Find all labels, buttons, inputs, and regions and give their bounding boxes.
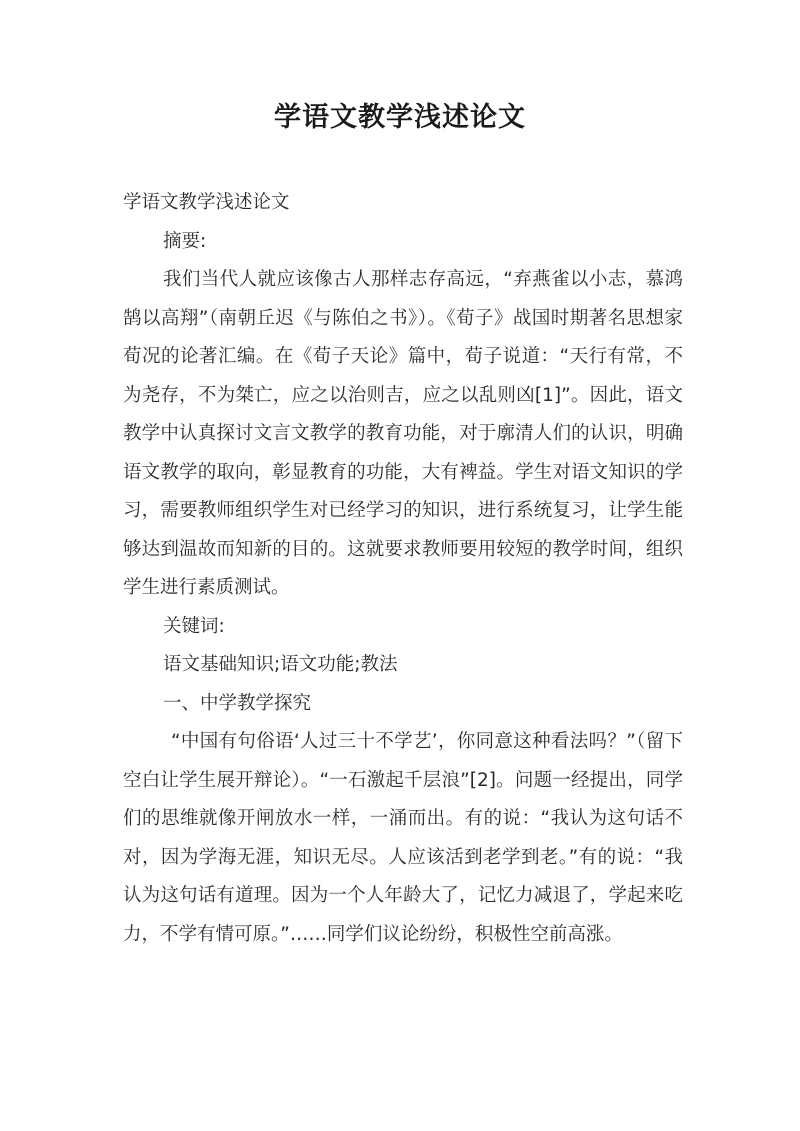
document-body bbox=[123, 184, 683, 954]
section-heading: 一、中学教学探究 bbox=[163, 692, 312, 714]
document-subtitle: 学语文教学浅述论文 bbox=[123, 192, 290, 213]
keywords-label: 关键词: bbox=[163, 615, 225, 637]
keywords-paragraph: 语文基础知识;语文功能;教法 bbox=[163, 654, 398, 675]
abstract-paragraph: 我们当代人就应该像古人那样志存高远，“弃燕雀以小志，慕鸿鹄以高翔”（南朝丘迟《与陈伯之书》）。《荀子》战国时期著名思想家荀况的论著汇编。在《荀子天论》篇中，荀子说道：“天行有常，不为尧存，不为桀亡，应之以治则吉，应之以乱则凶[1]”。因此，语文教学中认真探讨文言文教学的教育功能，对于廓清人们的认识，明确语文教学的取向，彰显教育的功能，大有裨益。学生对语文知识的学习，需要教师组织学生对已经学习的知识，进行系统复习，让学生能够达到温故而知新的目的。这就要求教师要用较短的教学时间，组织学生进行素质测试。 bbox=[123, 269, 683, 598]
document-title: 学语文教学浅述论文 bbox=[274, 102, 526, 133]
abstract-label: 摘要: bbox=[163, 230, 207, 252]
section-paragraph: “中国有句俗语‘人过三十不学艺’，你同意这种看法吗？”（留下空白让学生展开辩论）。“一石激起千层浪”[2]。问题一经提出，同学们的思维就像开闸放水一样，一涌而出。有的说：“我认为这句话不对，因为学海无涯，知识无尽。人应该活到老学到老。”有的说：“我认为这句话有道理。因为一个人年龄大了，记忆力减退了，学起来吃力，不学有情可原。”……同学们议论纷纷，积极性空前高涨。 bbox=[123, 731, 683, 945]
